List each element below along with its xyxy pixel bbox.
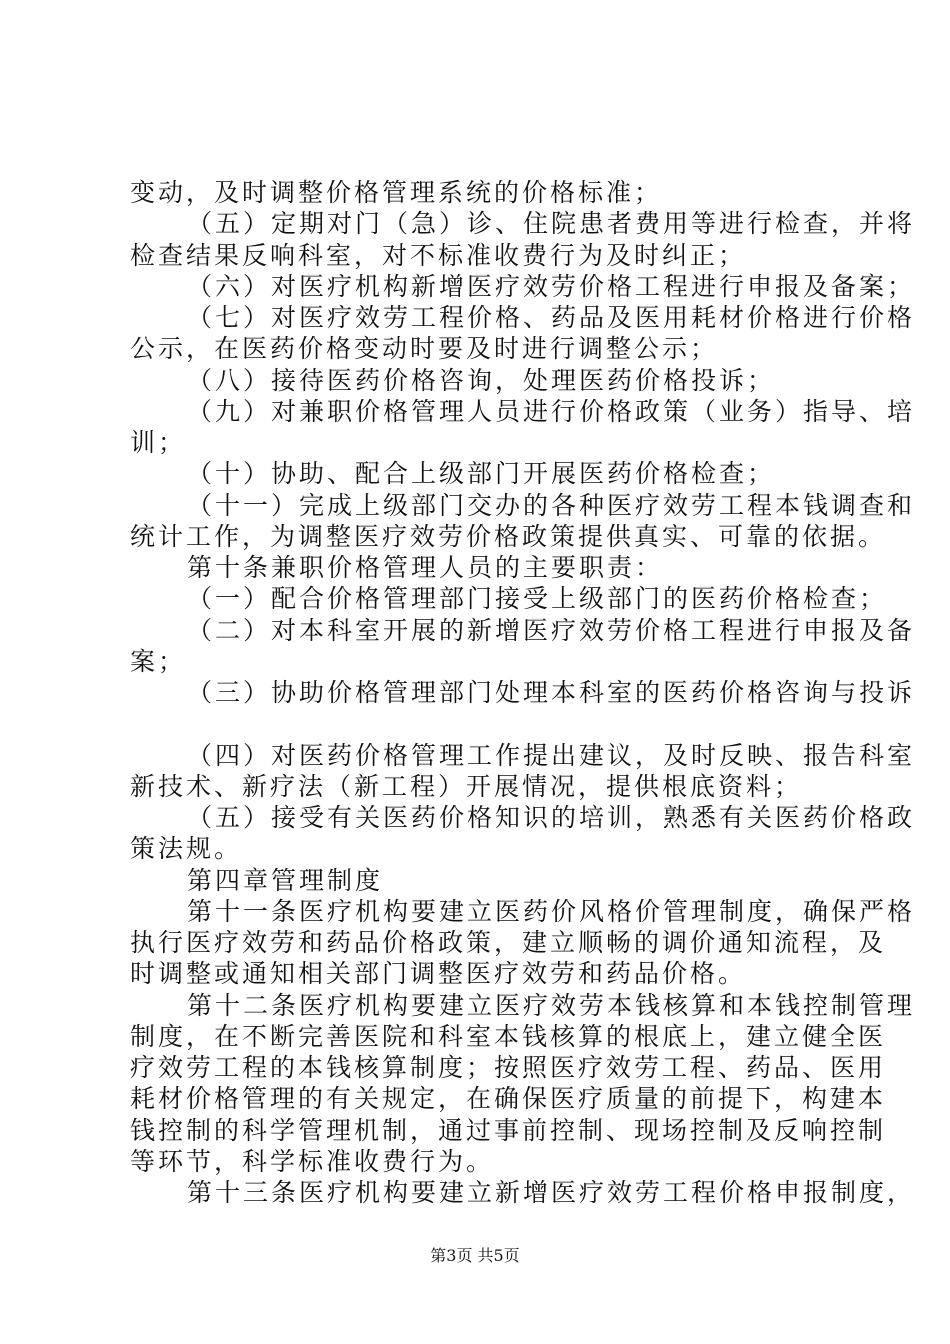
text-line: 制度，在不断完善医院和科室本钱核算的根底上，建立健全医 <box>130 1021 887 1051</box>
text-line: （二）对本科室开展的新增医疗效劳价格工程进行申报及备 <box>187 615 916 645</box>
text-line: 第十条兼职价格管理人员的主要职责： <box>187 553 664 582</box>
text-line: 第十三条医疗机构要建立新增医疗效劳工程价格申报制度， <box>187 1178 916 1207</box>
text-line: 第四章管理制度 <box>187 865 384 895</box>
text-line: 第十二条医疗机构要建立医疗效劳本钱核算和本钱控制管理 <box>187 990 916 1020</box>
text-line: 公示，在医药价格变动时要及时进行调整公示； <box>130 334 719 364</box>
text-line: 耗材价格管理的有关规定，在确保医疗质量的前提下，构建本 <box>130 1084 887 1114</box>
text-line: （九）对兼职价格管理人员进行价格政策（业务）指导、培 <box>187 396 916 426</box>
text-line: （八）接待医药价格咨询，处理医药价格投诉； <box>187 365 776 395</box>
text-line: 执行医疗效劳和药品价格政策，建立顺畅的调价通知流程，及 <box>130 928 887 957</box>
text-line: 统计工作，为调整医疗效劳价格政策提供真实、可靠的依据。 <box>130 521 887 551</box>
text-line: 疗效劳工程的本钱核算制度；按照医疗效劳工程、药品、医用 <box>130 1053 887 1082</box>
text-line: 变动，及时调整价格管理系统的价格标准； <box>130 178 663 207</box>
text-line: 新技术、新疗法（新工程）开展情况，提供根底资料； <box>130 771 803 801</box>
text-line: 检查结果反响科室，对不标准收费行为及时纠正； <box>130 240 747 270</box>
text-line: （四）对医药价格管理工作提出建议，及时反映、报告科室 <box>187 740 916 770</box>
text-line: 策法规。 <box>130 834 243 864</box>
text-line: 等环节，科学标准收费行为。 <box>130 1146 495 1176</box>
text-line: 钱控制的科学管理机制，通过事前控制、现场控制及反响控制 <box>130 1115 887 1145</box>
text-line: （五）定期对门（急）诊、住院患者费用等进行检查，并将 <box>187 209 916 239</box>
page-footer: 第3页 共5页 <box>430 1246 520 1265</box>
text-line: （七）对医疗效劳工程价格、药品及医用耗材价格进行价格 <box>187 303 916 332</box>
text-line: （三）协助价格管理部门处理本科室的医药价格咨询与投诉 <box>187 678 916 707</box>
text-line: 时调整或通知相关部门调整医疗效劳和药品价格。 <box>130 959 747 989</box>
text-line: 训； <box>130 428 187 457</box>
text-line: 案； <box>130 646 187 676</box>
document-body <box>130 177 916 1208</box>
text-line: （十一）完成上级部门交办的各种医疗效劳工程本钱调查和 <box>187 490 916 520</box>
text-line: （十）协助、配合上级部门开展医药价格检查； <box>187 459 776 489</box>
text-line <box>130 708 850 739</box>
text-line: 第十一条医疗机构要建立医药价风格价管理制度，确保严格 <box>187 896 916 926</box>
text-line: （六）对医疗机构新增医疗效劳价格工程进行申报及备案； <box>187 271 916 301</box>
text-line: （五）接受有关医药价格知识的培训，熟悉有关医药价格政 <box>187 803 916 832</box>
text-line: （一）配合价格管理部门接受上级部门的医药价格检查； <box>187 584 888 614</box>
